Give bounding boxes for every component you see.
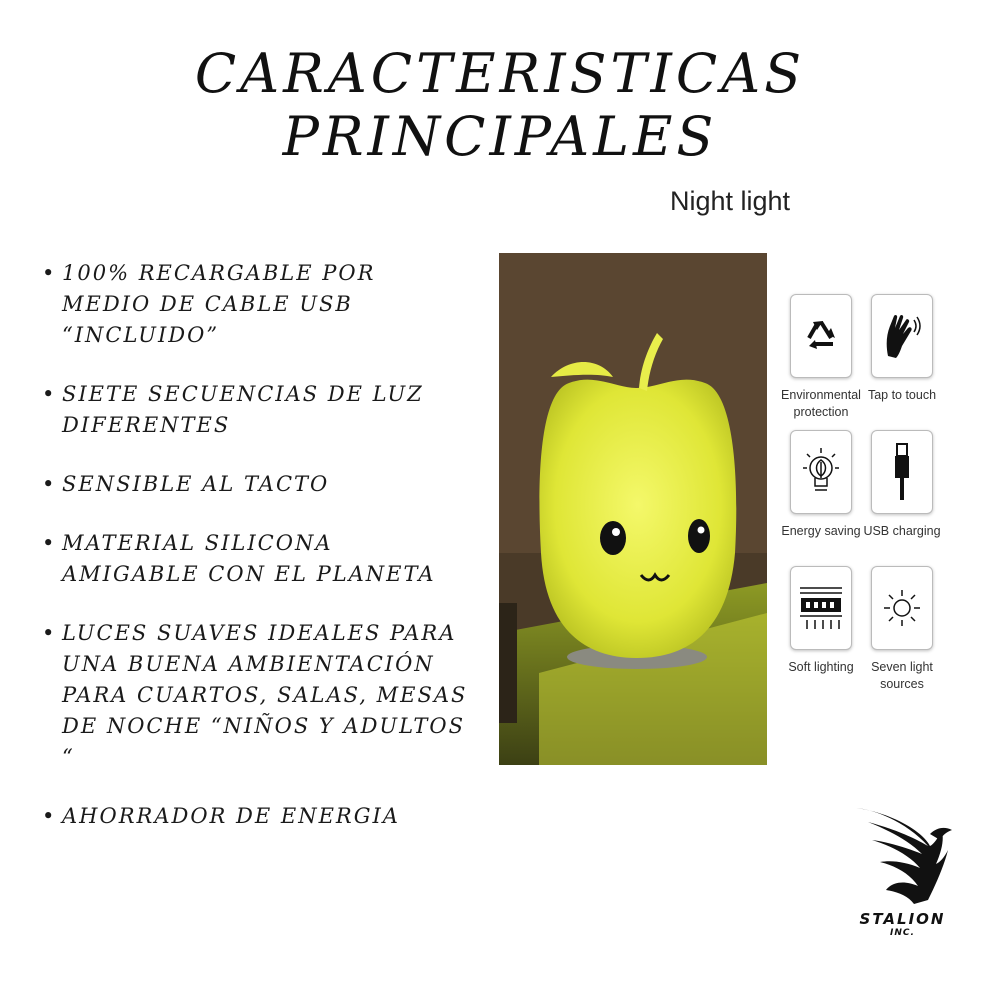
feature-text: MATERIAL SILICONA AMIGABLE CON EL PLANETA [62,531,436,586]
brand-logo [845,800,960,950]
feature-label: Environmental protection [781,388,861,419]
bullet: • [42,472,57,496]
feature-item [40,618,470,773]
feature-text: 100% RECARGABLE POR MEDIO DE CABLE USB “INCLUIDO” [62,261,376,347]
feature-item [40,801,470,832]
feature-text: LUCES SUAVES IDEALES PARA UNA BUENA AMBIENTACIÓN PARA CUARTOS, SALAS, MESAS DE NOCHE “NIÑOS Y ADULTOS “ [62,621,468,769]
brand-sub: INC. [890,928,915,938]
feature-label: USB charging [863,524,941,538]
usb-cable-icon [871,430,933,514]
feature-seven-light-sources [862,566,942,693]
feature-label: Soft lighting [788,660,854,674]
hand-touch-icon [871,294,933,378]
light-panel-icon [790,566,852,650]
feature-item [40,528,470,590]
bullet: • [42,531,57,555]
winged-horse-icon [848,800,958,910]
product-photo [499,253,767,765]
feature-label: Tap to touch [867,388,937,402]
feature-usb-charging [862,430,942,540]
feature-item [40,258,470,351]
feature-label: Seven light sources [871,660,933,691]
feature-label: Energy saving [781,524,861,538]
feature-text: AHORRADOR DE ENERGIA [62,804,400,828]
apple-lamp-illustration [499,253,767,765]
feature-item [40,379,470,441]
feature-text: SIETE SECUENCIAS DE LUZ DIFERENTES [62,382,424,437]
bullet: • [42,261,57,285]
feature-list [40,258,470,860]
bullet: • [42,382,57,406]
product-heading: Night light [669,186,791,216]
recycle-icon [790,294,852,378]
feature-item [40,469,470,500]
bullet: • [42,804,57,828]
brand-name: STALION [859,910,946,928]
bullet: • [42,621,57,645]
leaf-bulb-icon [790,430,852,514]
feature-environmental-protection [781,294,861,421]
sun-icon [871,566,933,650]
page-title: CARACTERISTICAS PRINCIPALES [194,42,806,168]
feature-text: SENSIBLE AL TACTO [62,472,330,496]
feature-tap-to-touch [862,294,942,404]
feature-soft-lighting [781,566,861,676]
feature-energy-saving [781,430,861,540]
